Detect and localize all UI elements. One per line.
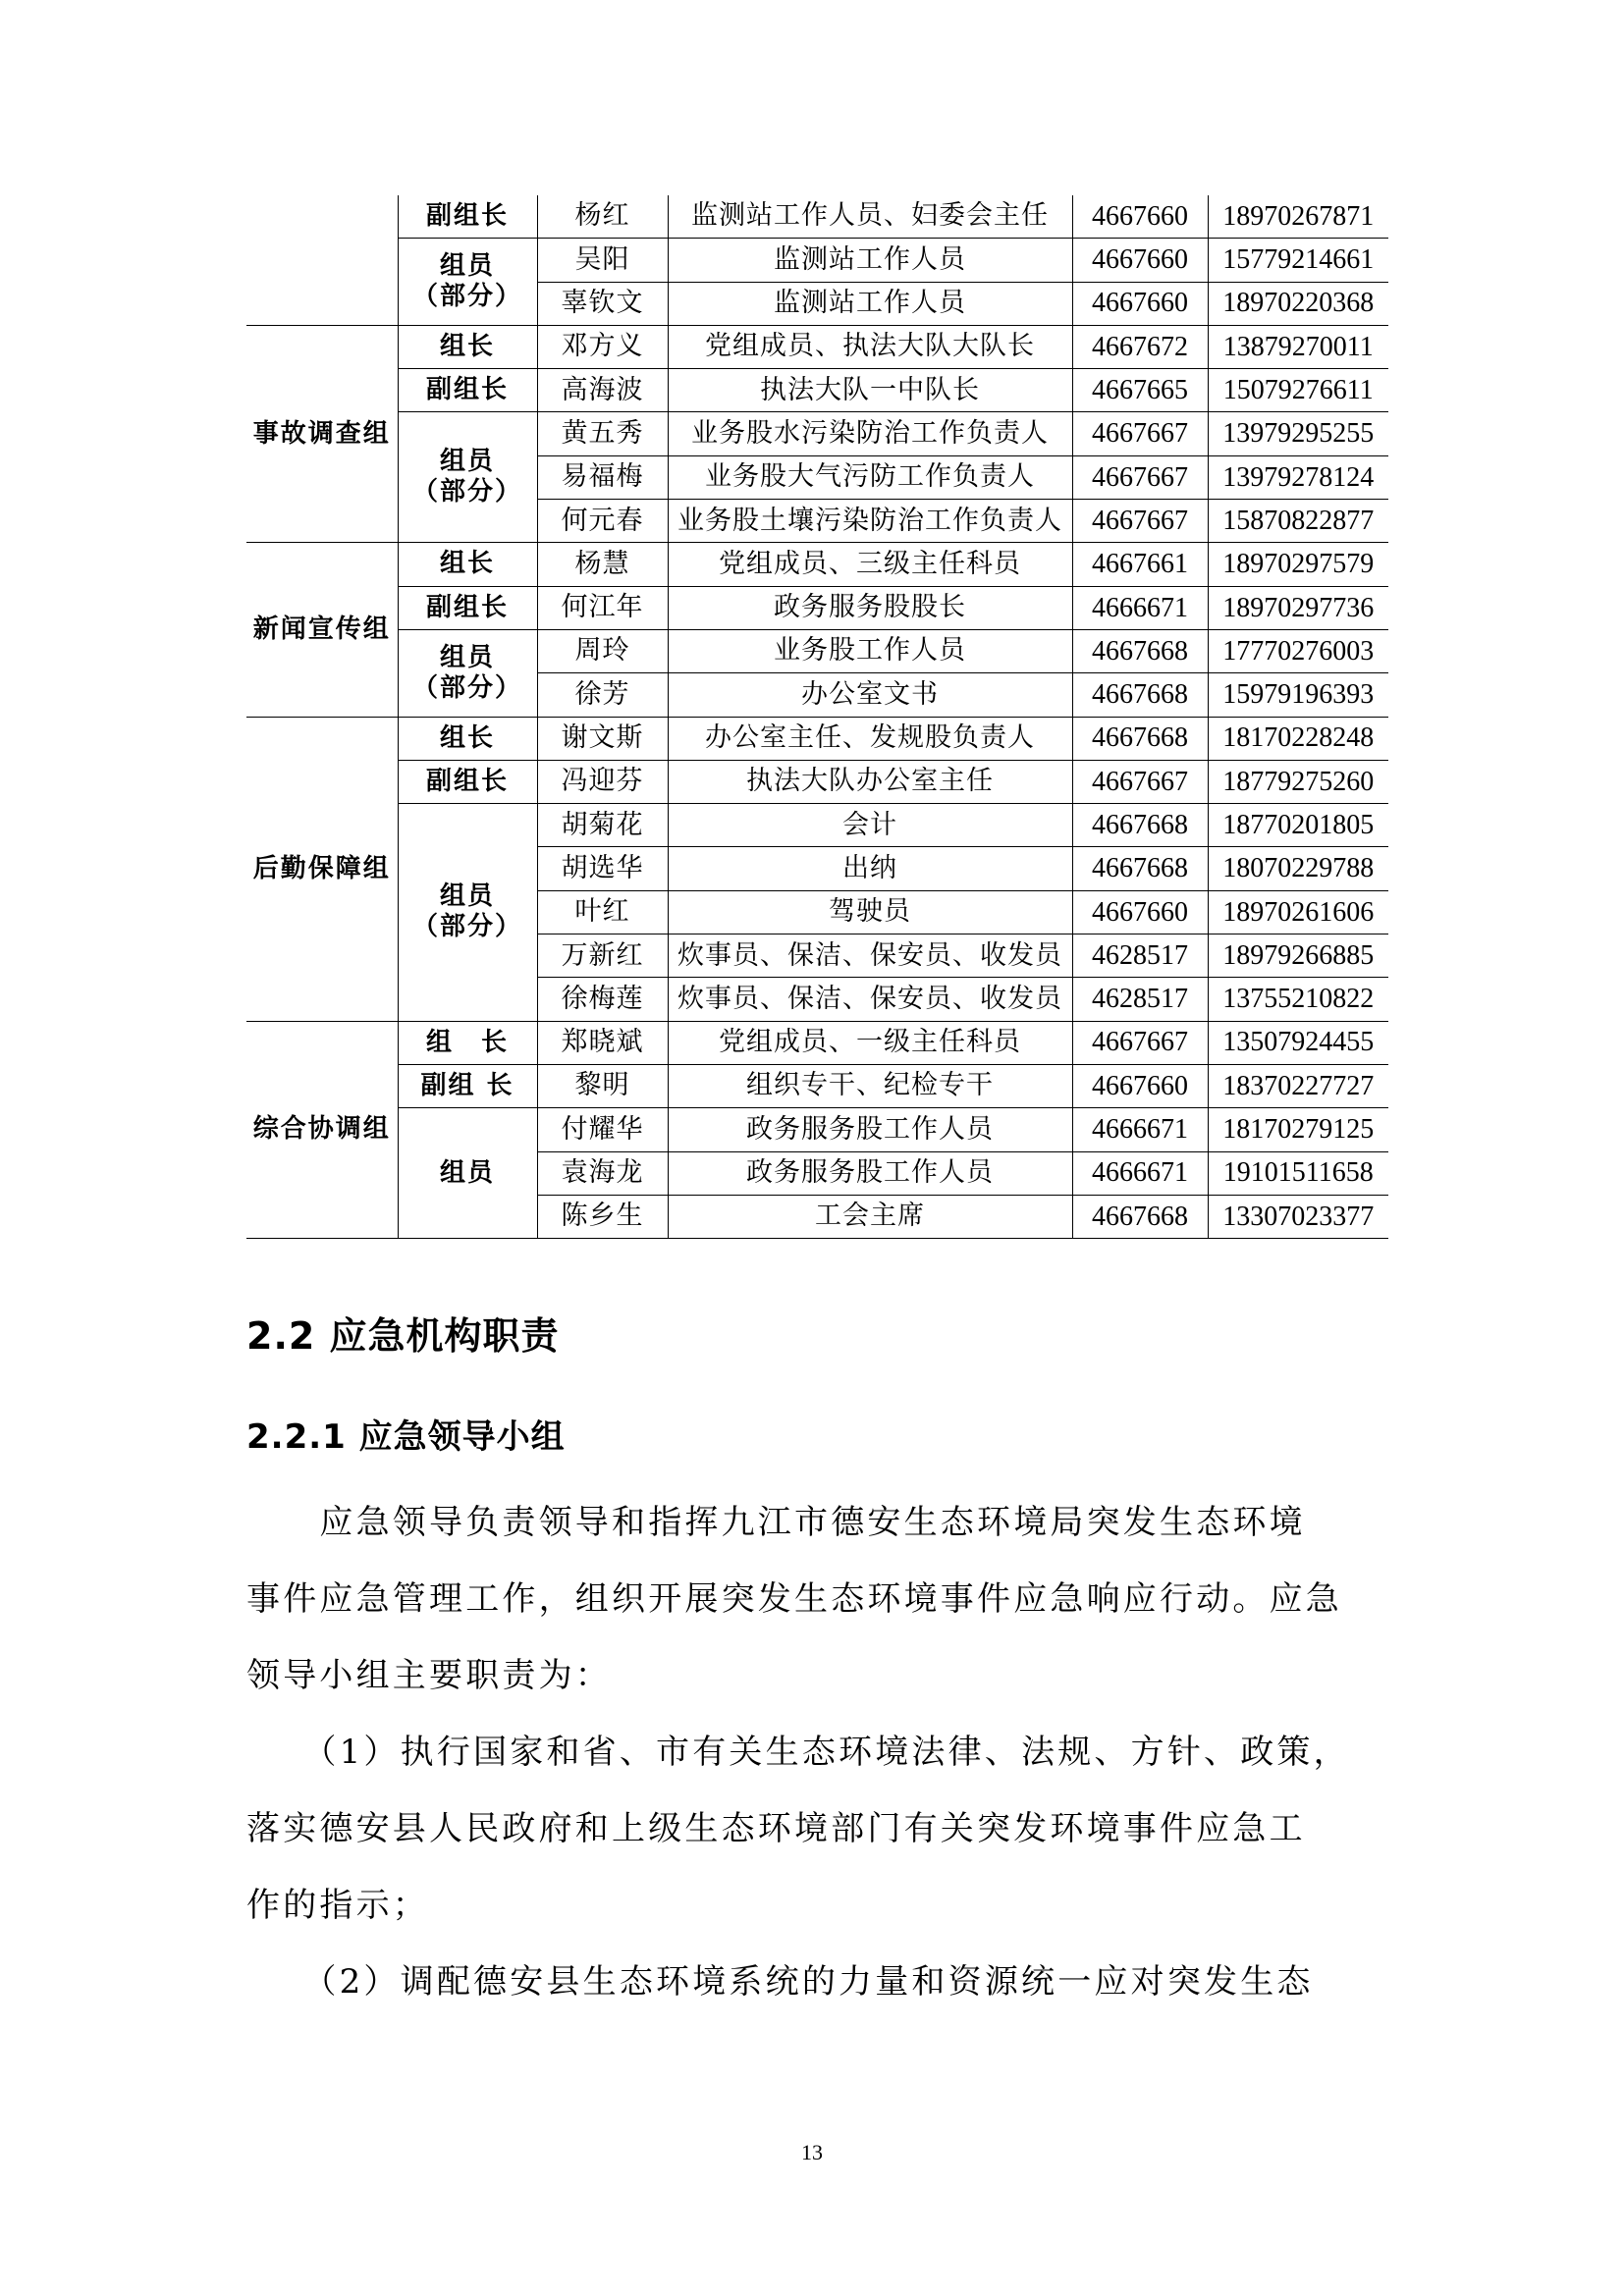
group-cell: 事故调查组: [246, 325, 398, 542]
role-cell: 组长: [398, 325, 537, 368]
office-phone-cell: 4667672: [1072, 325, 1208, 368]
name-cell: 高海波: [537, 369, 668, 412]
paragraph-line: 应急领导负责领导和指挥九江市德安生态环境局突发生态环境: [246, 1503, 1306, 1542]
mobile-phone-cell: 18070229788: [1208, 847, 1388, 890]
group-cell: 后勤保障组: [246, 717, 398, 1021]
office-phone-cell: 4628517: [1072, 978, 1208, 1021]
duty-cell: 政务服务股股长: [668, 586, 1072, 629]
paragraph-line: （2）调配德安县生态环境系统的力量和资源统一应对突发生态: [246, 1962, 1314, 2002]
office-phone-cell: 4667668: [1072, 804, 1208, 847]
table-row: [246, 760, 1388, 803]
office-phone-cell: 4667660: [1072, 195, 1208, 239]
duty-cell: 监测站工作人员: [668, 239, 1072, 282]
duty-cell: 工会主席: [668, 1195, 1072, 1238]
mobile-phone-cell: 15979196393: [1208, 673, 1388, 717]
office-phone-cell: 4666671: [1072, 586, 1208, 629]
mobile-phone-cell: 13979295255: [1208, 412, 1388, 455]
office-phone-cell: 4667668: [1072, 1195, 1208, 1238]
name-cell: 胡选华: [537, 847, 668, 890]
name-cell: 何江年: [537, 586, 668, 629]
name-cell: 徐芳: [537, 673, 668, 717]
office-phone-cell: 4667668: [1072, 717, 1208, 760]
office-phone-cell: 4667667: [1072, 455, 1208, 499]
office-phone-cell: 4667668: [1072, 629, 1208, 672]
office-phone-cell: 4628517: [1072, 934, 1208, 978]
name-cell: 吴阳: [537, 239, 668, 282]
office-phone-cell: 4667660: [1072, 1064, 1208, 1107]
mobile-phone-cell: 13755210822: [1208, 978, 1388, 1021]
name-cell: 冯迎芬: [537, 760, 668, 803]
mobile-phone-cell: 18970261606: [1208, 890, 1388, 934]
name-cell: 徐梅莲: [537, 978, 668, 1021]
table-row: [246, 369, 1388, 412]
office-phone-cell: 4667667: [1072, 760, 1208, 803]
office-phone-cell: 4667665: [1072, 369, 1208, 412]
role-cell: 组 长: [398, 1021, 537, 1064]
role-cell: 组长: [398, 543, 537, 586]
role-cell: [398, 804, 537, 1021]
section-heading: 2.2 应急机构职责: [246, 1314, 560, 1358]
duty-cell: 出纳: [668, 847, 1072, 890]
name-cell: 邓方义: [537, 325, 668, 368]
paragraph-item-1: [246, 1714, 1388, 1944]
duty-cell: 办公室文书: [668, 673, 1072, 717]
name-cell: 何元春: [537, 500, 668, 543]
duty-cell: 政务服务股工作人员: [668, 1108, 1072, 1151]
role-label-suffix: （部分）: [411, 477, 522, 507]
mobile-phone-cell: 18779275260: [1208, 760, 1388, 803]
mobile-phone-cell: 13979278124: [1208, 455, 1388, 499]
duty-cell: 驾驶员: [668, 890, 1072, 934]
office-phone-cell: 4667667: [1072, 500, 1208, 543]
mobile-phone-cell: 18970220368: [1208, 282, 1388, 325]
name-cell: 周玲: [537, 629, 668, 672]
mobile-phone-cell: 18170279125: [1208, 1108, 1388, 1151]
role-cell: 组员: [398, 1108, 537, 1239]
mobile-phone-cell: 18370227727: [1208, 1064, 1388, 1107]
mobile-phone-cell: 15870822877: [1208, 500, 1388, 543]
group-cell: 综合协调组: [246, 1021, 398, 1238]
mobile-phone-cell: 18970297579: [1208, 543, 1388, 586]
mobile-phone-cell: 15779214661: [1208, 239, 1388, 282]
office-phone-cell: 4666671: [1072, 1151, 1208, 1195]
mobile-phone-cell: 13879270011: [1208, 325, 1388, 368]
mobile-phone-cell: 15079276611: [1208, 369, 1388, 412]
mobile-phone-cell: 13307023377: [1208, 1195, 1388, 1238]
duty-cell: 组织专干、纪检专干: [668, 1064, 1072, 1107]
table-row: [246, 195, 1388, 239]
duty-cell: 炊事员、保洁、保安员、收发员: [668, 934, 1072, 978]
role-cell: 副组长: [398, 760, 537, 803]
duty-cell: 监测站工作人员: [668, 282, 1072, 325]
office-phone-cell: 4667668: [1072, 847, 1208, 890]
role-cell: 副组长: [398, 195, 537, 239]
name-cell: 陈乡生: [537, 1195, 668, 1238]
paragraph-line: 作的指示；: [246, 1886, 429, 1925]
role-label-suffix: （部分）: [411, 912, 522, 942]
paragraph-line: 事件应急管理工作，组织开展突发生态环境事件应急响应行动。应急: [246, 1579, 1342, 1619]
role-label: 组员: [439, 250, 495, 281]
office-phone-cell: 4667668: [1072, 673, 1208, 717]
duty-cell: 业务股水污染防治工作负责人: [668, 412, 1072, 455]
group-cell: 新闻宣传组: [246, 543, 398, 717]
role-label-suffix: （部分）: [411, 672, 522, 703]
name-cell: 黎明: [537, 1064, 668, 1107]
group-cell: [246, 195, 398, 325]
mobile-phone-cell: 17770276003: [1208, 629, 1388, 672]
name-cell: 胡菊花: [537, 804, 668, 847]
office-phone-cell: 4667661: [1072, 543, 1208, 586]
name-cell: 黄五秀: [537, 412, 668, 455]
name-cell: 付耀华: [537, 1108, 668, 1151]
paragraph-line: 落实德安县人民政府和上级生态环境部门有关突发环境事件应急工: [246, 1809, 1306, 1848]
name-cell: 杨红: [537, 195, 668, 239]
table-row: [246, 325, 1388, 368]
duty-cell: 监测站工作人员、妇委会主任: [668, 195, 1072, 239]
duty-cell: 党组成员、执法大队大队长: [668, 325, 1072, 368]
mobile-phone-cell: 19101511658: [1208, 1151, 1388, 1195]
page-number: 13: [801, 2140, 823, 2164]
duty-cell: 业务股大气污防工作负责人: [668, 455, 1072, 499]
role-label: 组员: [439, 881, 495, 912]
office-phone-cell: 4667660: [1072, 239, 1208, 282]
duty-cell: 办公室主任、发规股负责人: [668, 717, 1072, 760]
role-cell: 副组 长: [398, 1064, 537, 1107]
mobile-phone-cell: 18770201805: [1208, 804, 1388, 847]
table-row: [246, 543, 1388, 586]
office-phone-cell: 4667667: [1072, 412, 1208, 455]
emergency-roster-table: [246, 195, 1388, 1239]
duty-cell: 炊事员、保洁、保安员、收发员: [668, 978, 1072, 1021]
office-phone-cell: 4666671: [1072, 1108, 1208, 1151]
mobile-phone-cell: 18970297736: [1208, 586, 1388, 629]
duty-cell: 业务股工作人员: [668, 629, 1072, 672]
role-cell: 副组长: [398, 369, 537, 412]
table-row: [246, 1021, 1388, 1064]
mobile-phone-cell: 18979266885: [1208, 934, 1388, 978]
duty-cell: 党组成员、三级主任科员: [668, 543, 1072, 586]
table-row: [246, 629, 1388, 672]
duty-cell: 党组成员、一级主任科员: [668, 1021, 1072, 1064]
role-cell: 组长: [398, 717, 537, 760]
office-phone-cell: 4667667: [1072, 1021, 1208, 1064]
paragraph-intro: [246, 1484, 1388, 1714]
name-cell: 叶红: [537, 890, 668, 934]
name-cell: 袁海龙: [537, 1151, 668, 1195]
table-row: [246, 717, 1388, 760]
mobile-phone-cell: 18170228248: [1208, 717, 1388, 760]
paragraph-line: 领导小组主要职责为：: [246, 1656, 612, 1695]
paragraph-line: （1）执行国家和省、市有关生态环境法律、法规、方针、政策，: [246, 1733, 1350, 1772]
office-phone-cell: 4667660: [1072, 282, 1208, 325]
role-cell: [398, 239, 537, 326]
role-label: 组员: [439, 447, 495, 477]
table-row: [246, 586, 1388, 629]
subsection-heading: 2.2.1 应急领导小组: [246, 1417, 566, 1457]
role-cell: [398, 412, 537, 543]
duty-cell: 政务服务股工作人员: [668, 1151, 1072, 1195]
duty-cell: 执法大队一中队长: [668, 369, 1072, 412]
name-cell: 郑晓斌: [537, 1021, 668, 1064]
name-cell: 谢文斯: [537, 717, 668, 760]
mobile-phone-cell: 18970267871: [1208, 195, 1388, 239]
name-cell: 易福梅: [537, 455, 668, 499]
duty-cell: 业务股土壤污染防治工作负责人: [668, 500, 1072, 543]
duty-cell: 执法大队办公室主任: [668, 760, 1072, 803]
name-cell: 杨慧: [537, 543, 668, 586]
mobile-phone-cell: 13507924455: [1208, 1021, 1388, 1064]
office-phone-cell: 4667660: [1072, 890, 1208, 934]
duty-cell: 会计: [668, 804, 1072, 847]
table-row: [246, 412, 1388, 455]
role-label: 组员: [439, 642, 495, 672]
table-row: [246, 1108, 1388, 1151]
role-cell: 副组长: [398, 586, 537, 629]
paragraph-item-2: [246, 1944, 1388, 2020]
role-label-suffix: （部分）: [411, 282, 522, 312]
name-cell: 万新红: [537, 934, 668, 978]
role-cell: [398, 629, 537, 717]
table-row: [246, 804, 1388, 847]
table-row: [246, 1064, 1388, 1107]
name-cell: 辜钦文: [537, 282, 668, 325]
table-row: [246, 239, 1388, 282]
